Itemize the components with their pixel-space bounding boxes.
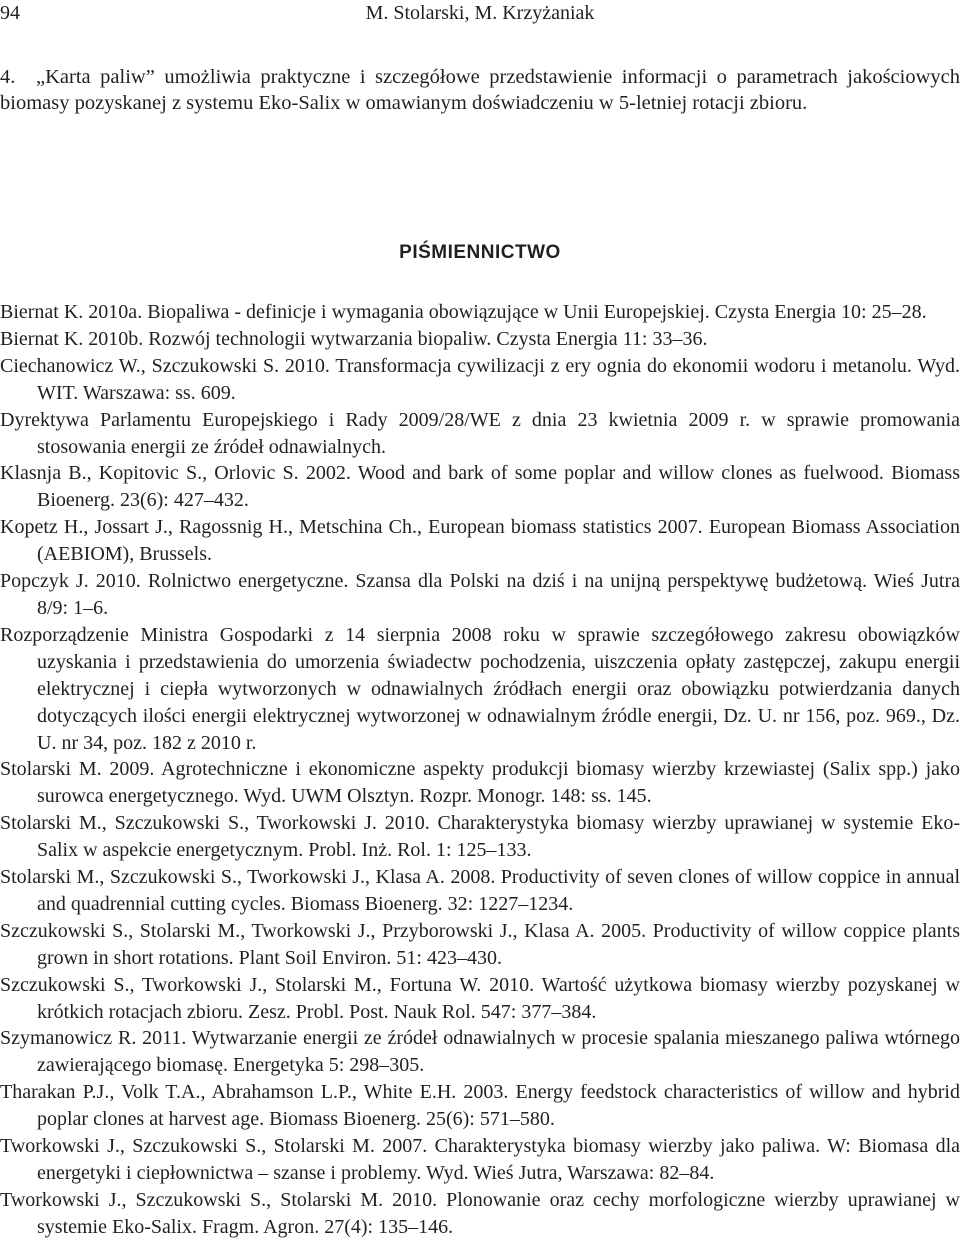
reference-item: Szczukowski S., Stolarski M., Tworkowski J., Przyborowski J., Klasa A. 2005. Productivity of willow coppice plants grown in short rotations. Plant Soil Environ. 51: 423–430. [0, 919, 960, 969]
reference-list [0, 299, 960, 1241]
section-heading-references: PIŚMIENNICTWO [399, 242, 561, 263]
reference-item: Stolarski M. 2009. Agrotechniczne i ekonomiczne aspekty produkcji biomasy wierzby krzewiastej (Salix spp.) jako surowca energetycznego. Wyd. UWM Olsztyn. Rozpr. Monogr. 148: ss. 145. [0, 758, 960, 808]
reference-item: Popczyk J. 2010. Rolnictwo energetyczne. Szansa dla Polski na dziś i na unijną perspektywę budżetową. Wieś Jutra 8/9: 1–6. [0, 570, 960, 619]
reference-item: Rozporządzenie Ministra Gospodarki z 14 sierpnia 2008 roku w sprawie szczegółowego zakresu obowiązków uzyskania i przedstawienia do umorzenia świadectw pochodzenia, uiszczenia opłaty zastępczej, zakupu energii elektrycznej i ciepła wytworzonych w odnawialnych źródłach energii oraz obowiązku potwierdzania danych dotyczących ilości energii elektrycznej wytworzonej w odnawialnym źródle energii, Dz. U. nr 156, poz. 969., Dz. U. nr 34, poz. 182 z 2010 r. [0, 623, 960, 754]
conclusion-text: „Karta paliw” umożliwia praktyczne i szczegółowe przedstawienie informacji o parametrach jakościowych biomasy pozyskanej z systemu Eko-Salix w omawianym doświadczeniu w 5-letniej rotacji zbioru. [0, 66, 960, 114]
reference-item: Stolarski M., Szczukowski S., Tworkowski J., Klasa A. 2008. Productivity of seven clones of willow coppice in annual and quadrennial cutting cycles. Biomass Bioenerg. 32: 1227–1234. [0, 866, 960, 915]
running-head: M. Stolarski, M. Krzyżaniak [365, 2, 595, 24]
conclusion-number: 4. [0, 66, 16, 88]
reference-item: Stolarski M., Szczukowski S., Tworkowski J. 2010. Charakterystyka biomasy wierzby uprawianej w systemie Eko-Salix w aspekcie energetycznym. Probl. Inż. Rol. 1: 125–133. [0, 812, 960, 862]
reference-item: Biernat K. 2010b. Rozwój technologii wytwarzania biopaliw. Czysta Energia 11: 33–36. [0, 327, 708, 350]
page-header [0, 0, 960, 30]
reference-item: Ciechanowicz W., Szczukowski S. 2010. Transformacja cywilizacji z ery ognia do ekonomii wodoru i metanolu. Wyd. WIT. Warszawa: ss. 609. [0, 354, 960, 404]
reference-item: Tworkowski J., Szczukowski S., Stolarski M. 2010. Plonowanie oraz cechy morfologiczne wierzby uprawianej w systemie Eko-Salix. Fragm. Agron. 27(4): 135–146. [0, 1188, 960, 1238]
reference-item: Tharakan P.J., Volk T.A., Abrahamson L.P., White E.H. 2003. Energy feedstock characteristics of willow and hybrid poplar clones at harvest age. Biomass Bioenerg. 25(6): 571–580. [0, 1081, 960, 1131]
page-number: 94 [0, 2, 20, 24]
reference-item: Tworkowski J., Szczukowski S., Stolarski M. 2007. Charakterystyka biomasy wierzby jako paliwa. W: Biomasa dla energetyki i ciepłownictwa – szanse i problemy. Wyd. Wieś Jutra, Warszawa: 82–84. [0, 1135, 960, 1184]
reference-item: Klasnja B., Kopitovic S., Orlovic S. 2002. Wood and bark of some poplar and willow clones as fuelwood. Biomass Bioenerg. 23(6): 427–432. [0, 462, 960, 512]
reference-item: Szczukowski S., Tworkowski J., Stolarski M., Fortuna W. 2010. Wartość użytkowa biomasy wierzby pozyskanej w krótkich rotacjach zbioru. Zesz. Probl. Post. Nauk Rol. 547: 377–384. [0, 973, 960, 1023]
reference-item: Kopetz H., Jossart J., Ragossnig H., Metschina Ch., European biomass statistics 2007. European Biomass Association (AEBIOM), Brussels. [0, 516, 960, 566]
reference-item: Dyrektywa Parlamentu Europejskiego i Rady 2009/28/WE z dnia 23 kwietnia 2009 r. w sprawie promowania stosowania energii ze źródeł odnawialnych. [0, 408, 960, 458]
conclusion-item [0, 64, 960, 116]
reference-item: Szymanowicz R. 2011. Wytwarzanie energii ze źródeł odnawialnych w procesie spalania mieszanego paliwa wtórnego zawierającego biomasę. Energetyka 5: 298–305. [0, 1027, 960, 1077]
reference-item: Biernat K. 2010a. Biopaliwa - definicje i wymagania obowiązujące w Unii Europejskiej. Czysta Energia 10: 25–28. [0, 301, 927, 323]
